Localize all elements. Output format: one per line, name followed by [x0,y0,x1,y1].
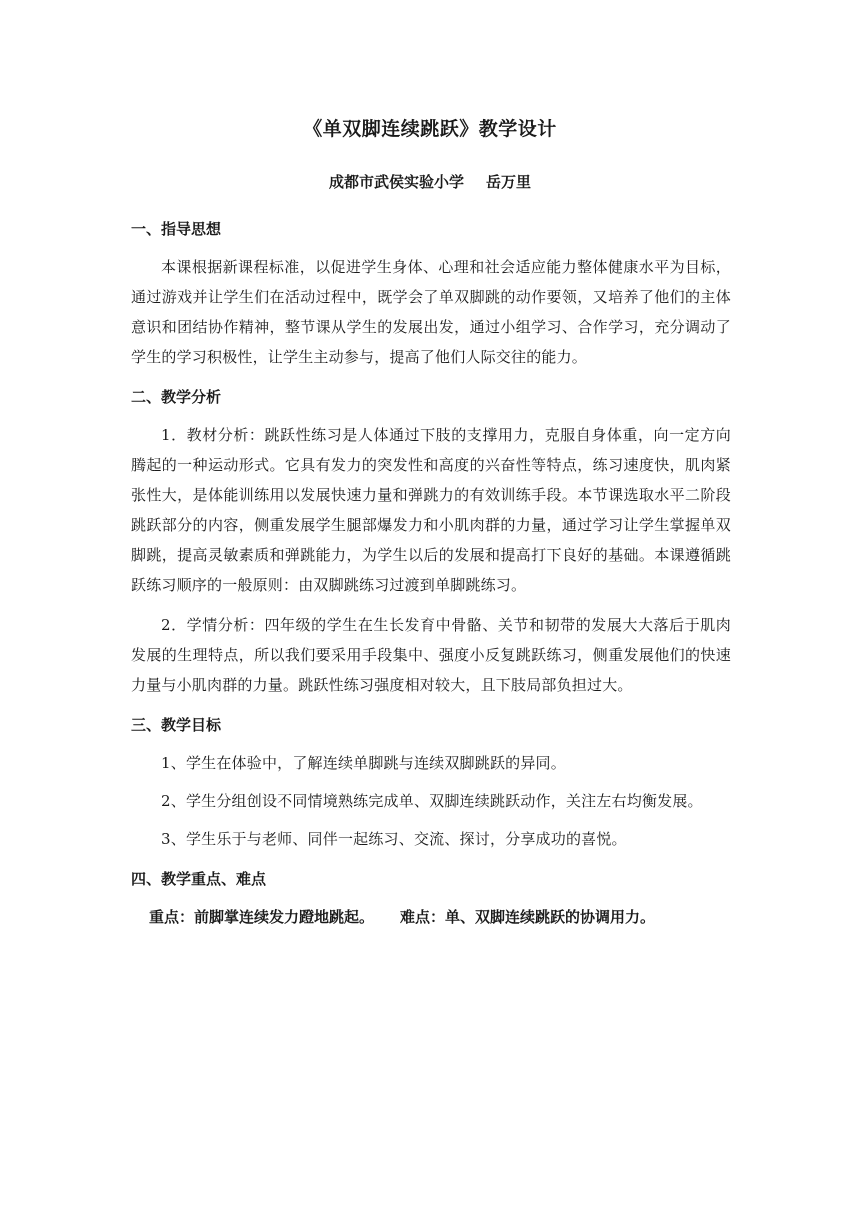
goal-item-1: 1、学生在体验中，了解连续单脚跳与连续双脚跳跃的异同。 [161,754,566,772]
section-heading-teaching-analysis: 二、教学分析 [131,388,222,406]
document-body [131,214,731,932]
goal-item-3: 3、学生乐于与老师、同伴一起练习、交流、探讨，分享成功的喜悦。 [161,830,627,848]
key-difficult-points-line [131,902,731,932]
section-heading-key-difficult-points: 四、教学重点、难点 [131,870,267,888]
paragraph-student-analysis: 2．学情分析：四年级的学生在生长发育中骨骼、关节和韧带的发展大大落后于肌肉发展的生理特点，所以我们要采用手段集中、强度小反复跳跃练习，侧重发展他们的快速力量与小肌肉群的力量。跳跃性练习强度相对较大，且下肢局部负担过大。 [131,616,731,694]
difficult-point: 难点：单、双脚连续跳跃的协调用力。 [400,908,656,926]
paragraph-material-analysis: 1．教材分析：跳跃性练习是人体通过下肢的支撑用力，克服自身体重，向一定方向腾起的一种运动形式。它具有发力的突发性和高度的兴奋性等特点，练习速度快，肌肉紧张性大，是体能训练用以发展快速力量和弹跳力的有效训练手段。本节课选取水平二阶段跳跃部分的内容，侧重发展学生腿部爆发力和小肌肉群的力量，通过学习让学生掌握单双脚跳，提高灵敏素质和弹跳能力，为学生以后的发展和提高打下良好的基础。本课遵循跳跃练习顺序的一般原则：由双脚跳练习过渡到单脚跳练习。 [131,426,731,594]
author-name: 岳万里 [486,173,532,191]
section-heading-teaching-goals: 三、教学目标 [131,716,222,734]
paragraph-guiding-thought: 本课根据新课程标准，以促进学生身体、心理和社会适应能力整体健康水平为目标，通过游戏并让学生们在活动过程中，既学会了单双脚跳的动作要领，又培养了他们的主体意识和团结协作精神，整节课从学生的发展出发，通过小组学习、合作学习，充分调动了学生的学习积极性，让学生主动参与，提高了他们人际交往的能力。 [131,258,731,366]
document-title: 《单双脚连续跳跃》教学设计 [303,118,557,140]
author-school: 成都市武侯实验小学 [328,173,464,191]
key-point: 重点：前脚掌连续发力蹬地跳起。 [149,908,375,926]
goal-item-2: 2、学生分组创设不同情境熟练完成单、双脚连续跳跃动作，关注左右均衡发展。 [161,792,703,810]
section-heading-guiding-thought: 一、指导思想 [131,220,222,238]
author-line [0,169,860,195]
